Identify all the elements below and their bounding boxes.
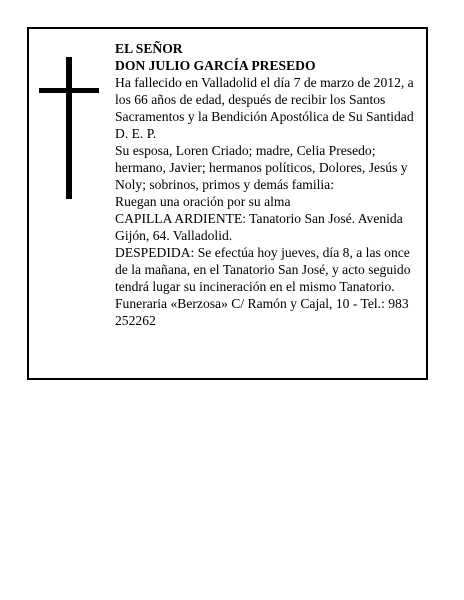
obituary-notice — [27, 27, 428, 380]
family-list: Su esposa, Loren Criado; madre, Celia Presedo; hermano, Javier; hermanos políticos, Dolores, Jesús y Noly; sobrinos, primos y demás familia: — [115, 143, 408, 192]
funeral-home-info: Funeraria «Berzosa» C/ Ramón y Cajal, 10 - Tel.: 983 252262 — [115, 296, 409, 328]
cross-horizontal-bar — [39, 88, 99, 93]
cross-icon — [39, 57, 99, 199]
cross-vertical-bar — [66, 57, 72, 199]
notice-text — [115, 40, 421, 329]
chapel-info: CAPILLA ARDIENTE: Tanatorio San José. Avenida Gijón, 64. Valladolid. — [115, 211, 403, 243]
death-announcement: Ha fallecido en Valladolid el día 7 de marzo de 2012, a los 66 años de edad, después de recibir los Santos Sacramentos y la Bendición Apostólica de Su Santidad D. E. P. — [115, 75, 414, 141]
notice-title-name: DON JULIO GARCÍA PRESEDO — [115, 58, 316, 73]
prayer-request: Ruegan una oración por su alma — [115, 194, 291, 209]
farewell-info: DESPEDIDA: Se efectúa hoy jueves, día 8, a las once de la mañana, en el Tanatorio San José, y acto seguido tendrá lugar su incineración en el mismo Tanatorio. — [115, 245, 411, 294]
notice-title-line1: EL SEÑOR — [115, 41, 183, 56]
